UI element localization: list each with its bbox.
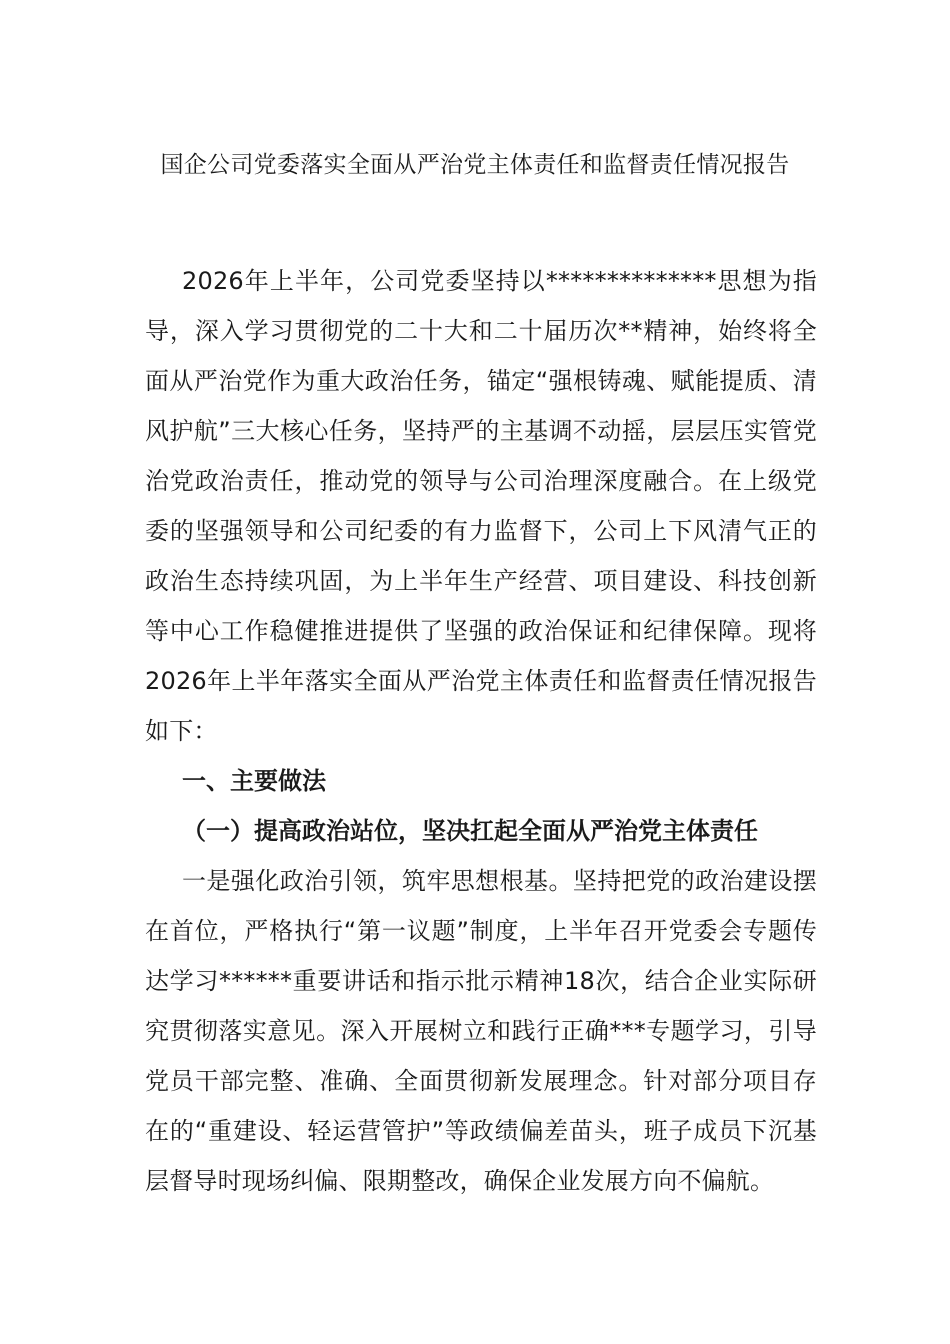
- body-paragraph: 一是强化政治引领，筑牢思想根基。坚持把党的政治建设摆在首位，严格执行“第一议题”制度，上半年召开党委会专题传达学习******重要讲话和指示批示精神18次，结合企业实际研究贯彻落实意见。深入开展树立和践行正确***专题学习，引导党员干部完整、准确、全面贯彻新发展理念。针对部分项目存在的“重建设、轻运营管护”等政绩偏差苗头，班子成员下沉基层督导时现场纠偏、限期整改，确保企业发展方向不偏航。: [145, 867, 817, 1195]
- document-body: [145, 256, 817, 1206]
- intro-paragraph: 2026年上半年，公司党委坚持以**************思想为指导，深入学习贯彻党的二十大和二十届历次**精神，始终将全面从严治党作为重大政治任务，锚定“强根铸魂、赋能提质、清风护航”三大核心任务，坚持严的主基调不动摇，层层压实管党治党政治责任，推动党的领导与公司治理深度融合。在上级党委的坚强领导和公司纪委的有力监督下，公司上下风清气正的政治生态持续巩固，为上半年生产经营、项目建设、科技创新等中心工作稳健推进提供了坚强的政治保证和纪律保障。现将2026年上半年落实全面从严治党主体责任和监督责任情况报告如下：: [145, 267, 817, 745]
- section-heading: 一、主要做法: [182, 767, 326, 795]
- document-title: 国企公司党委落实全面从严治党主体责任和监督责任情况报告: [160, 152, 790, 178]
- subsection-heading: （一）提高政治站位，坚决扛起全面从严治党主体责任: [182, 817, 758, 845]
